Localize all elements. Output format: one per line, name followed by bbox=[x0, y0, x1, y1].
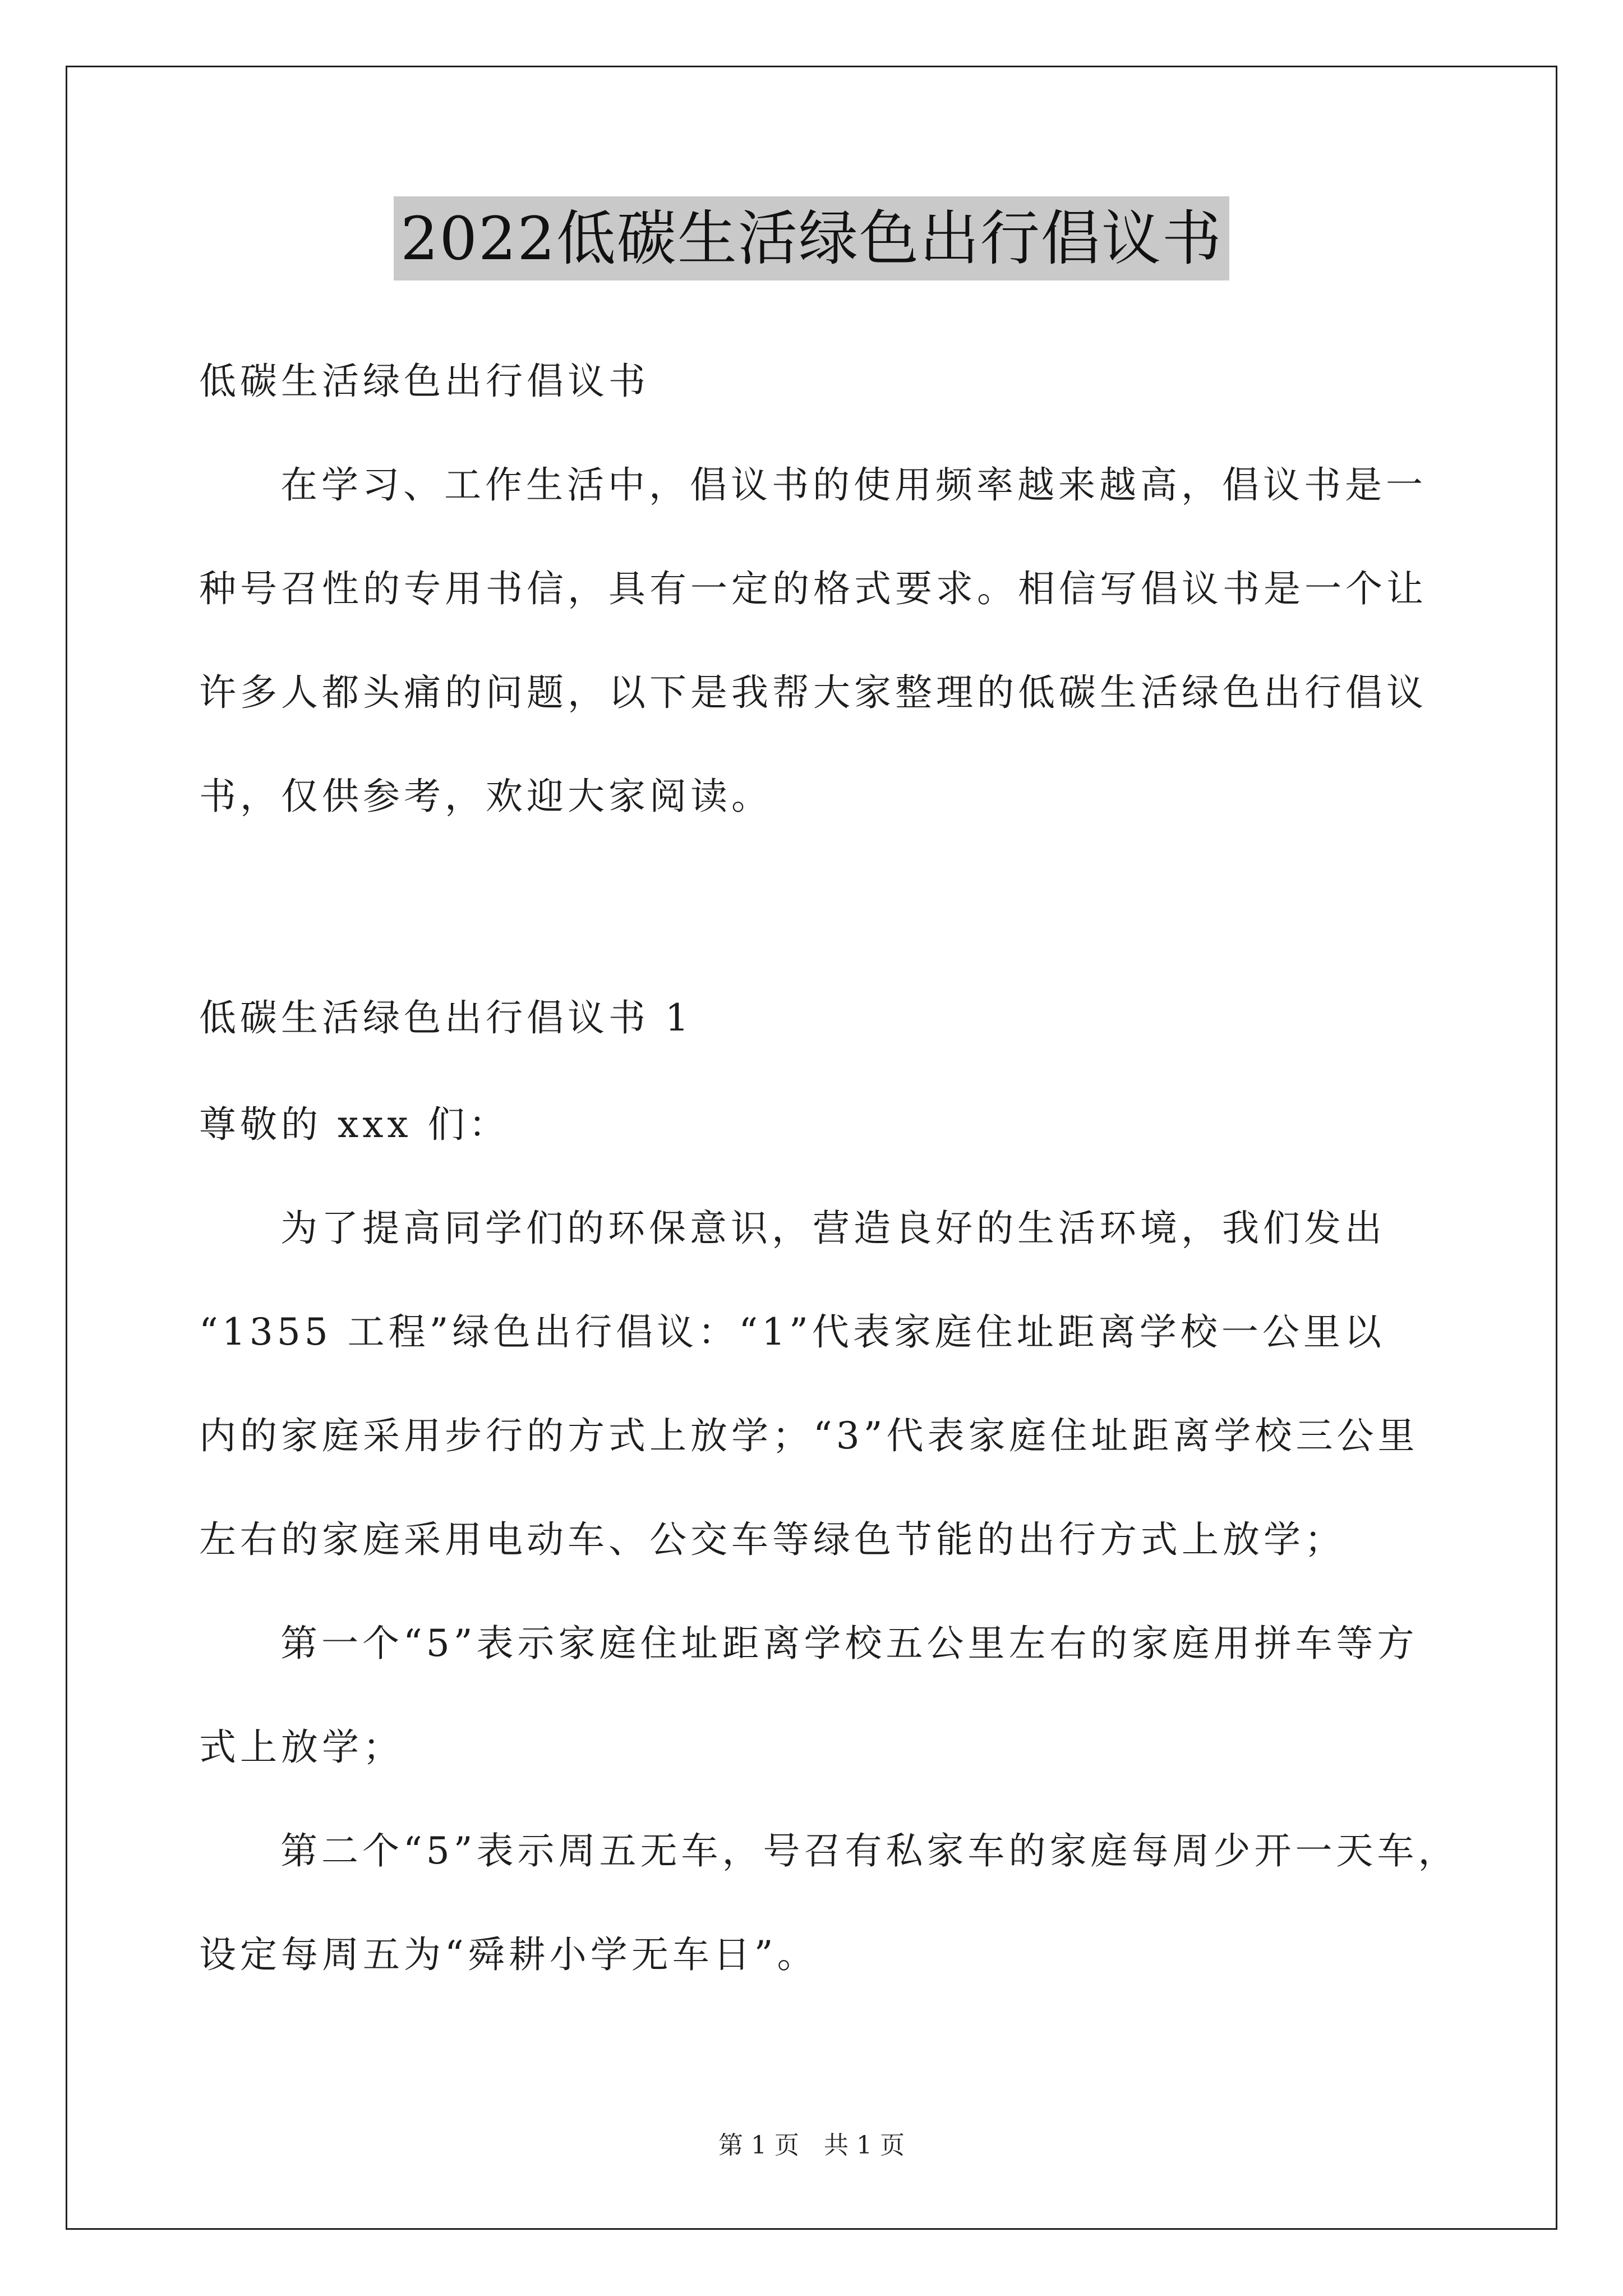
section-heading: 低碳生活绿色出行倡议书 1 bbox=[199, 996, 693, 1039]
body-line: 为了提高同学们的环保意识，营造良好的生活环境，我们发出 bbox=[280, 1207, 1386, 1250]
body-line: 书，仅供参考，欢迎大家阅读。 bbox=[199, 775, 772, 818]
body-line: 在学习、工作生活中，倡议书的使用频率越来越高，倡议书是一 bbox=[280, 463, 1427, 507]
subtitle-line: 低碳生活绿色出行倡议书 bbox=[199, 360, 649, 403]
body-line: 式上放学； bbox=[199, 1726, 404, 1769]
body-line: 内的家庭采用步行的方式上放学；“3”代表家庭住址距离学校三公里 bbox=[199, 1414, 1419, 1457]
body-line: 许多人都头痛的问题，以下是我帮大家整理的低碳生活绿色出行倡议 bbox=[199, 671, 1427, 714]
body-line: 第一个“5”表示家庭住址距离学校五公里左右的家庭用拼车等方 bbox=[280, 1622, 1418, 1665]
body-line: 左右的家庭采用电动车、公交车等绿色节能的出行方式上放学； bbox=[199, 1518, 1345, 1561]
body-line: 设定每周五为“舜耕小学无车日”。 bbox=[199, 1933, 818, 1976]
page-footer: 第 1 页 共 1 页 bbox=[718, 2131, 905, 2160]
body-line: “1355 工程”绿色出行倡议：“1”代表家庭住址距离学校一公里以 bbox=[199, 1310, 1385, 1354]
document-title: 2022低碳生活绿色出行倡议书 bbox=[394, 196, 1229, 280]
title-container bbox=[0, 196, 1623, 280]
body-line: 第二个“5”表示周五无车，号召有私家车的家庭每周少开一天车， bbox=[280, 1829, 1459, 1872]
body-line: 种号召性的专用书信，具有一定的格式要求。相信写倡议书是一个让 bbox=[199, 567, 1427, 610]
salutation-line: 尊敬的 xxx 们： bbox=[199, 1103, 510, 1146]
